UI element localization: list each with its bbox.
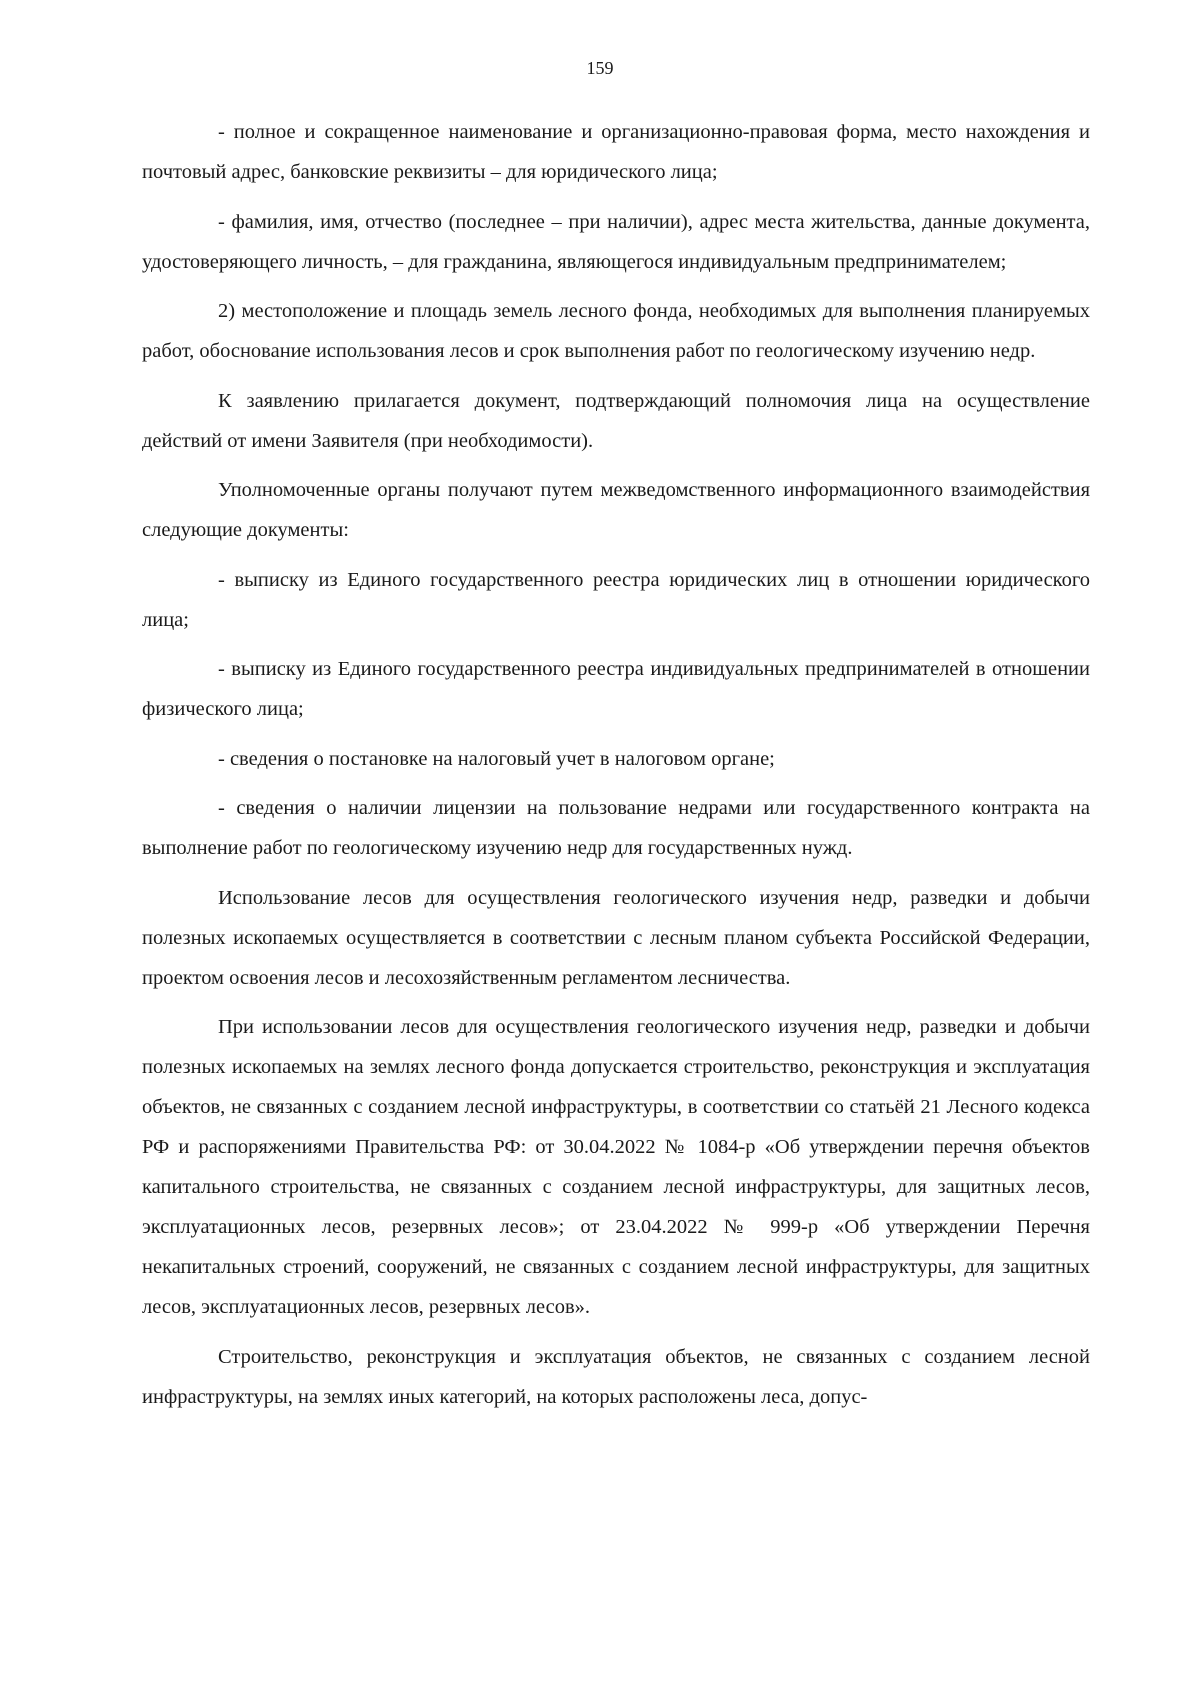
paragraph-authority-document: К заявлению прилагается документ, подтверждающий полномочия лица на осуществление действий от имени Заявителя (при необходимости). <box>142 389 1090 452</box>
paragraph-subsoil-license: - сведения о наличии лицензии на пользование недрами или государственного контракта на выполнение работ по геологическому изучению недр для государственных нужд. <box>142 797 1090 859</box>
paragraph-tax-registration: - сведения о постановке на налоговый учет в налоговом органе; <box>218 747 775 770</box>
paragraph-location-and-area: 2) местоположение и площадь земель лесного фонда, необходимых для выполнения планируемых работ, обоснование использования лесов и срок выполнения работ по геологическому изучению недр. <box>142 300 1090 362</box>
paragraph-egrip-extract: - выписку из Единого государственного реестра индивидуальных предпринимателей в отношении физического лица; <box>142 658 1090 720</box>
paragraph-egrul-extract: - выписку из Единого государственного реестра юридических лиц в отношении юридического лица; <box>142 568 1090 631</box>
paragraph-construction-other-lands: Строительство, реконструкция и эксплуатация объектов, не связанных с созданием лесной инфраструктуры, на землях иных категорий, на которых расположены леса, допус- <box>142 1345 1090 1408</box>
document-body <box>142 112 1090 1426</box>
paragraph-individual-entrepreneur-details: - фамилия, имя, отчество (последнее – при наличии), адрес места жительства, данные документа, удостоверяющего личность, – для гражданина, являющегося индивидуальным предпринимателем; <box>142 210 1090 273</box>
paragraph-construction-on-forest-fund: При использовании лесов для осуществления геологического изучения недр, разведки и добычи полезных ископаемых на землях лесного фонда допускается строительство, реконструкция и эксплуатация объектов, не связанных с созданием лесной инфраструктуры, в соответствии со статьёй 21 Лесного кодекса РФ и распоряжениями Правительства РФ: от 30.04.2022 № 1084-р «Об утверждении перечня объектов капитального строительства, не связанных с созданием лесной инфраструктуры, для защитных лесов, эксплуатационных лесов, резервных лесов»; от 23.04.2022 № 999-р «Об утверждении Перечня некапитальных строений, сооружений, не связанных с созданием лесной инфраструктуры, для защитных лесов, эксплуатационных лесов, резервных лесов». <box>142 1016 1090 1318</box>
paragraph-legal-entity-details: - полное и сокращенное наименование и организационно-правовая форма, место нахождения и почтовый адрес, банковские реквизиты – для юридического лица; <box>142 121 1090 183</box>
paragraph-forest-use-plan: Использование лесов для осуществления геологического изучения недр, разведки и добычи полезных ископаемых осуществляется в соответствии с лесным планом субъекта Российской Федерации, проектом освоения лесов и лесохозяйственным регламентом лесничества. <box>142 886 1090 989</box>
page-number: 159 <box>586 58 614 78</box>
paragraph-interagency-documents: Уполномоченные органы получают путем межведомственного информационного взаимодействия следующие документы: <box>142 479 1090 541</box>
